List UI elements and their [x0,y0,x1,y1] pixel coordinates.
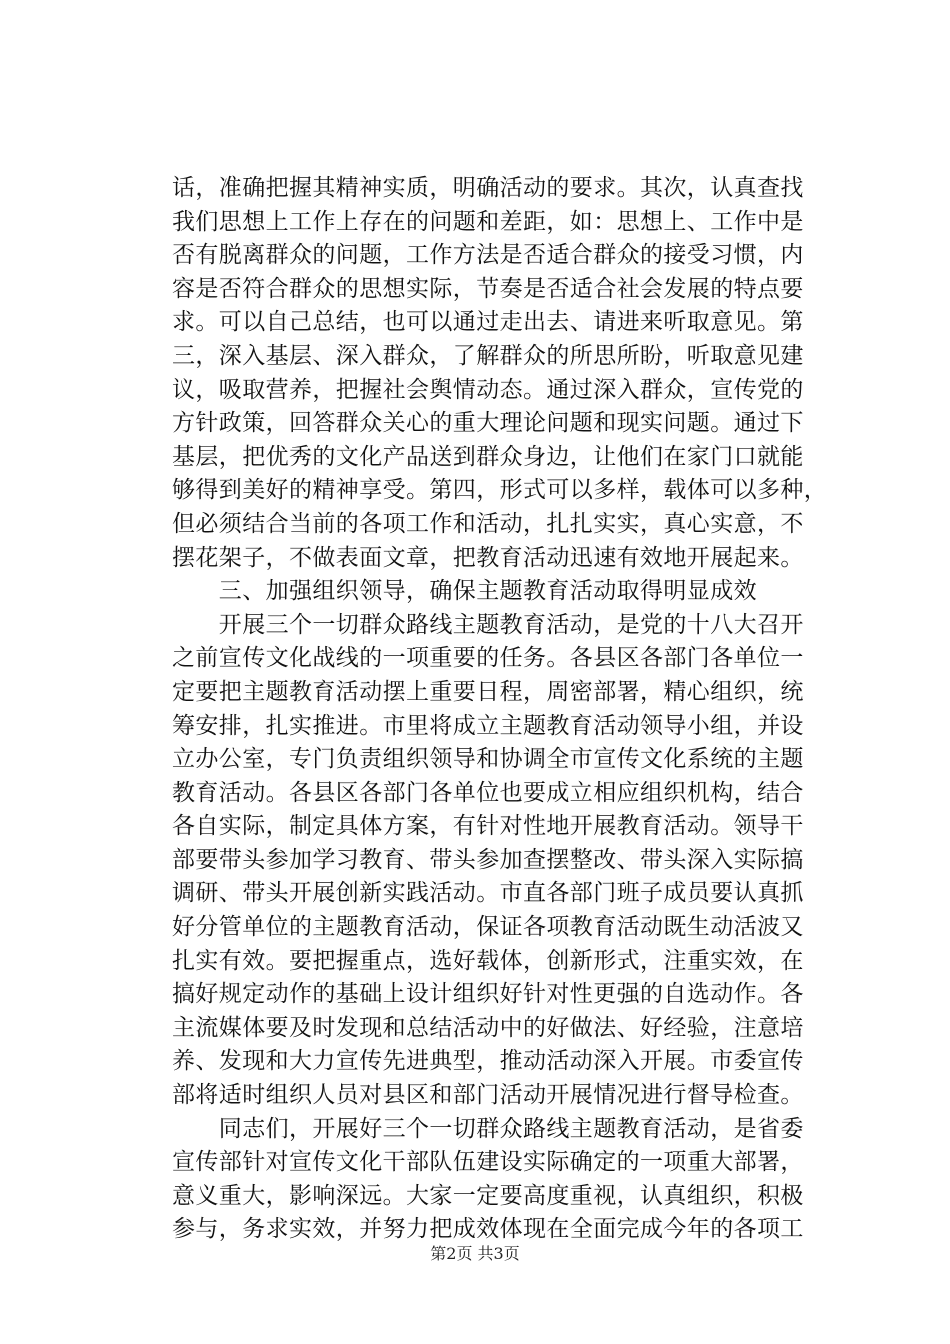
text-line: 调研、带头开展创新实践活动。市直各部门班子成员要认真抓 [172,880,804,907]
text-line: 议，吸取营养，把握社会舆情动态。通过深入群众，宣传党的 [172,376,804,403]
text-line: 主流媒体要及时发现和总结活动中的好做法、好经验，注意培 [172,1014,804,1041]
text-line: 意义重大，影响深远。大家一定要高度重视，认真组织，积极 [172,1182,804,1209]
text-line: 方针政策，回答群众关心的重大理论问题和现实问题。通过下 [172,410,804,437]
text-line: 基层，把优秀的文化产品送到群众身边，让他们在家门口就能 [172,443,804,470]
text-line: 搞好规定动作的基础上设计组织好针对性更强的自选动作。各 [172,981,804,1008]
text-line: 求。可以自己总结，也可以通过走出去、请进来听取意见。第 [172,309,804,336]
page-footer: 第2页 共3页 [430,1244,520,1263]
text-line: 之前宣传文化战线的一项重要的任务。各县区各部门各单位一 [172,645,804,672]
text-line: 部将适时组织人员对县区和部门活动开展情况进行督导检查。 [172,1082,804,1109]
text-line: 参与，务求实效，并努力把成效体现在全面完成今年的各项工 [172,1216,804,1243]
text-line: 宣传部针对宣传文化干部队伍建设实际确定的一项重大部署， [172,1149,804,1176]
text-line: 养、发现和大力宣传先进典型，推动活动深入开展。市委宣传 [172,1048,804,1075]
text-line: 立办公室，专门负责组织领导和协调全市宣传文化系统的主题 [172,746,804,773]
text-line: 扎实有效。要把握重点，选好载体，创新形式，注重实效，在 [172,947,804,974]
text-line: 定要把主题教育活动摆上重要日程，周密部署，精心组织，统 [172,678,804,705]
text-line: 话，准确把握其精神实质，明确活动的要求。其次，认真查找 [172,175,804,201]
text-line: 教育活动。各县区各部门各单位也要成立相应组织机构，结合 [172,779,804,806]
text-line: 部要带头参加学习教育、带头参加查摆整改、带头深入实际搞 [172,846,804,873]
text-line: 摆花架子，不做表面文章，把教育活动迅速有效地开展起来。 [172,544,804,571]
text-line: 各自实际，制定具体方案，有针对性地开展教育活动。领导干 [172,813,804,840]
text-line: 我们思想上工作上存在的问题和差距，如：思想上、工作中是 [172,208,804,235]
text-line: 容是否符合群众的思想实际，节奏是否适合社会发展的特点要 [172,275,804,302]
text-line: 筹安排，扎实推进。市里将成立主题教育活动领导小组，并设 [172,712,804,739]
text-line: 够得到美好的精神享受。第四，形式可以多样，载体可以多种， [172,477,828,504]
section-heading: 三、加强组织领导，确保主题教育活动取得明显成效 [172,578,757,605]
text-line: 同志们，开展好三个一切群众路线主题教育活动，是省委 [172,1115,804,1142]
text-line: 但必须结合当前的各项工作和活动，扎扎实实，真心实意，不 [172,510,804,537]
text-line: 三，深入基层、深入群众，了解群众的所思所盼，听取意见建 [172,342,804,369]
text-line: 开展三个一切群众路线主题教育活动，是党的十八大召开 [172,611,804,638]
body-text [172,172,828,1247]
text-line: 好分管单位的主题教育活动，保证各项教育活动既生动活波又 [172,914,804,941]
text-line: 否有脱离群众的问题，工作方法是否适合群众的接受习惯，内 [172,242,804,269]
